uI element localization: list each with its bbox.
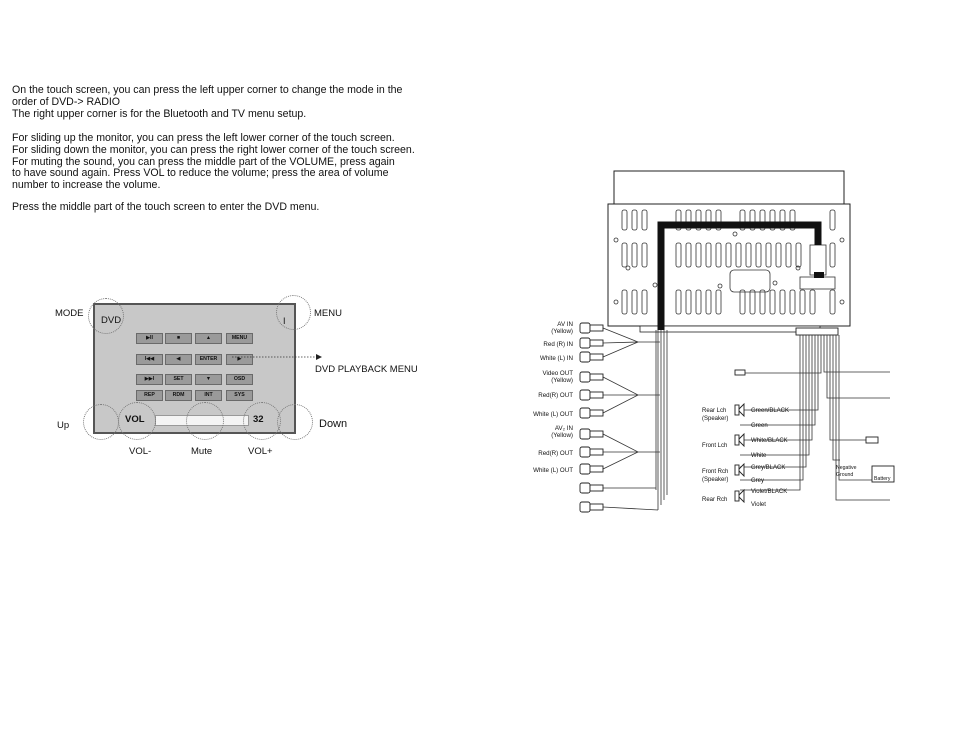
int-button[interactable]: INT (195, 390, 222, 401)
down-label: Down (319, 418, 348, 430)
grey-black-label: Grey/BLACK (751, 465, 786, 471)
white-l-in-label: White (L) IN (539, 355, 573, 362)
negative-ground-label: Negative (836, 465, 857, 471)
mode-label: MODE (55, 308, 84, 319)
left-arrow-button[interactable]: ◀ (165, 354, 192, 365)
vol-text: VOL (125, 414, 145, 425)
prev-track-button[interactable]: I◀◀ (136, 354, 163, 365)
instruction-line: number to increase the volume. (12, 179, 161, 192)
sys-button[interactable]: SYS (226, 390, 253, 401)
av1-in-color-label: (Yellow) (551, 328, 573, 335)
rear-rch-label: Rear Rch (702, 497, 728, 503)
cursor-icon: I (283, 316, 286, 326)
front-rch-label: Front Rch (702, 469, 729, 475)
up-arrow-button[interactable]: ▲ (195, 333, 222, 344)
play-pause-button[interactable]: ▶II (136, 333, 163, 344)
instruction-line: For sliding up the monitor, you can press the left lower corner of the touch screen. (12, 132, 395, 144)
instruction-line: For muting the sound, you can press the middle part of the VOLUME, press again (12, 155, 395, 168)
menu-label: MENU (314, 308, 342, 319)
white-l-out1-label: White (L) OUT (533, 411, 573, 418)
stop-button[interactable]: ■ (165, 333, 192, 344)
violet-black-label: Violet/BLACK (751, 489, 788, 495)
red-r-out1-label: Red(R) OUT (538, 392, 573, 399)
rdm-button[interactable]: RDM (165, 390, 192, 401)
green-label: Green (751, 423, 768, 429)
instruction-line: order of DVD-> RADIO (12, 95, 121, 108)
front-rch-sub-label: (Speaker) (702, 477, 729, 483)
instruction-line: For sliding down the monitor, you can press the right lower corner of the touch screen. (12, 143, 415, 156)
dvd-mode-text: DVD (101, 315, 122, 326)
enter-button[interactable]: ENTER (195, 354, 222, 365)
rear-lch-label: Rear Lch (702, 408, 727, 414)
battery-label: Battery (874, 476, 891, 482)
rep-button[interactable]: REP (136, 390, 163, 401)
white-black-label: White/BLACK (751, 438, 788, 444)
av2-in-label: AV₂ IN (554, 425, 573, 432)
right-arrow-button[interactable]: ▶ (226, 354, 253, 365)
mute-label: Mute (191, 446, 213, 457)
vol-minus-label: VOL- (129, 446, 152, 457)
grey-label: Grey (751, 478, 765, 484)
white-label: White (751, 453, 767, 459)
dvd-playback-menu-label: DVD PLAYBACK MENU (315, 364, 418, 375)
av1-in-label: AV IN (557, 321, 573, 328)
set-button[interactable]: SET (165, 374, 192, 385)
next-track-button[interactable]: ▶▶I (136, 374, 163, 385)
green-black-label: Green/BLACK (751, 408, 790, 414)
instruction-line: On the touch screen, you can press the left upper corner to change the mode in the (12, 84, 403, 96)
menu-button[interactable]: MENU (226, 333, 253, 344)
down-arrow-button[interactable]: ▼ (195, 374, 222, 385)
violet-label: Violet (751, 502, 766, 508)
instruction-line: to have sound again. Press VOL to reduce the volume; press the area of volume (12, 167, 389, 180)
front-lch-label: Front Lch (702, 443, 728, 449)
instruction-paragraph-3: Press the middle part of the touch screen to enter the DVD menu. (12, 201, 320, 213)
up-label: Up (57, 420, 70, 431)
red-r-out2-label: Red(R) OUT (538, 450, 573, 457)
negative-ground2-label: Ground (836, 472, 854, 478)
osd-button[interactable]: OSD (226, 374, 253, 385)
av2-in-color-label: (Yellow) (551, 432, 573, 439)
video-out-color-label: (Yellow) (551, 377, 573, 384)
instruction-line: The right upper corner is for the Bluetooth and TV menu setup. (12, 107, 307, 120)
vol-plus-label: VOL+ (248, 446, 273, 457)
vol-number: 32 (253, 414, 264, 425)
red-r-in-label: Red (R) IN (543, 341, 573, 348)
rear-lch-sub-label: (Speaker) (702, 416, 729, 422)
white-l-out2-label: White (L) OUT (533, 467, 573, 474)
video-out-label: Video OUT (542, 370, 573, 377)
